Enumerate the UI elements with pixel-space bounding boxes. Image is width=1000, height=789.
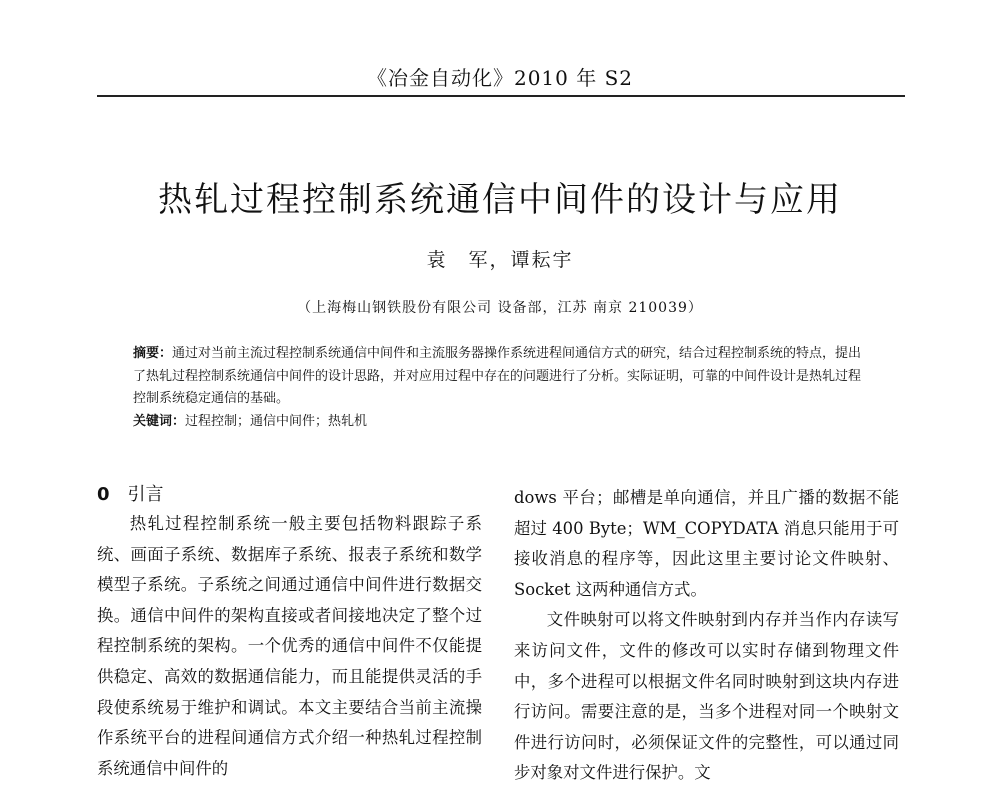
abstract-block	[133, 343, 873, 433]
section-number: 0	[97, 484, 110, 505]
abstract-paragraph	[133, 343, 873, 411]
keywords-label: 关键词：	[133, 413, 186, 429]
paper-title: 热轧过程控制系统通信中间件的设计与应用	[158, 180, 842, 220]
authors: 袁 军，谭耘宇	[426, 249, 574, 271]
abstract-text: 通过对当前主流过程控制系统通信中间件和主流服务器操作系统进程间通信方式的研究，结合过程控制系统的特点，提出了热轧过程控制系统通信中间件的设计思路，并对应用过程中存在的问题进行了分析。实际证明，可靠的中间件设计是热轧过程控制系统稳定通信的基础。	[133, 346, 862, 406]
affiliation: （上海梅山钢铁股份有限公司 设备部，江苏 南京 210039）	[297, 300, 703, 316]
section-heading	[97, 483, 482, 507]
abstract-label: 摘要：	[133, 346, 173, 361]
keywords-text: 过程控制；通信中间件；热轧机	[185, 413, 368, 429]
body-columns	[97, 483, 903, 783]
header-rule	[97, 95, 905, 97]
right-column	[514, 483, 899, 789]
intro-paragraph: 热轧过程控制系统一般主要包括物料跟踪子系统、画面子系统、数据库子系统、报表子系统和数学模型子系统。子系统之间通过通信中间件进行数据交换。通信中间件的架构直接或者间接地决定了整个过程控制系统的架构。一个优秀的通信中间件不仅能提供稳定、高效的数据通信能力，而且能提供灵活的手段使系统易于维护和调试。本文主要结合当前主流操作系统平台的进程间通信方式介绍一种热轧过程控制系统通信中间件的	[97, 514, 482, 778]
file-mapping-paragraph: 文件映射可以将文件映射到内存并当作内存读写来访问文件，文件的修改可以实时存储到物理文件中，多个进程可以根据文件名同时映射到这块内存进行访问。需要注意的是，当多个进程对同一个映射文件进行访问时，必须保证文件的完整性，可以通过同步对象对文件进行保护。文	[514, 610, 899, 783]
section-title: 引言	[127, 484, 164, 505]
left-column	[97, 483, 482, 784]
keywords-paragraph	[133, 411, 873, 434]
journal-header: 《冶金自动化》2010 年 S2	[366, 66, 634, 90]
ipc-paragraph: dows 平台；邮槽是单向通信，并且广播的数据不能超过 400 Byte；WM_COPYDATA 消息只能用于可接收消息的程序等，因此这里主要讨论文件映射、Socket 这两种通信方式。	[514, 488, 899, 599]
